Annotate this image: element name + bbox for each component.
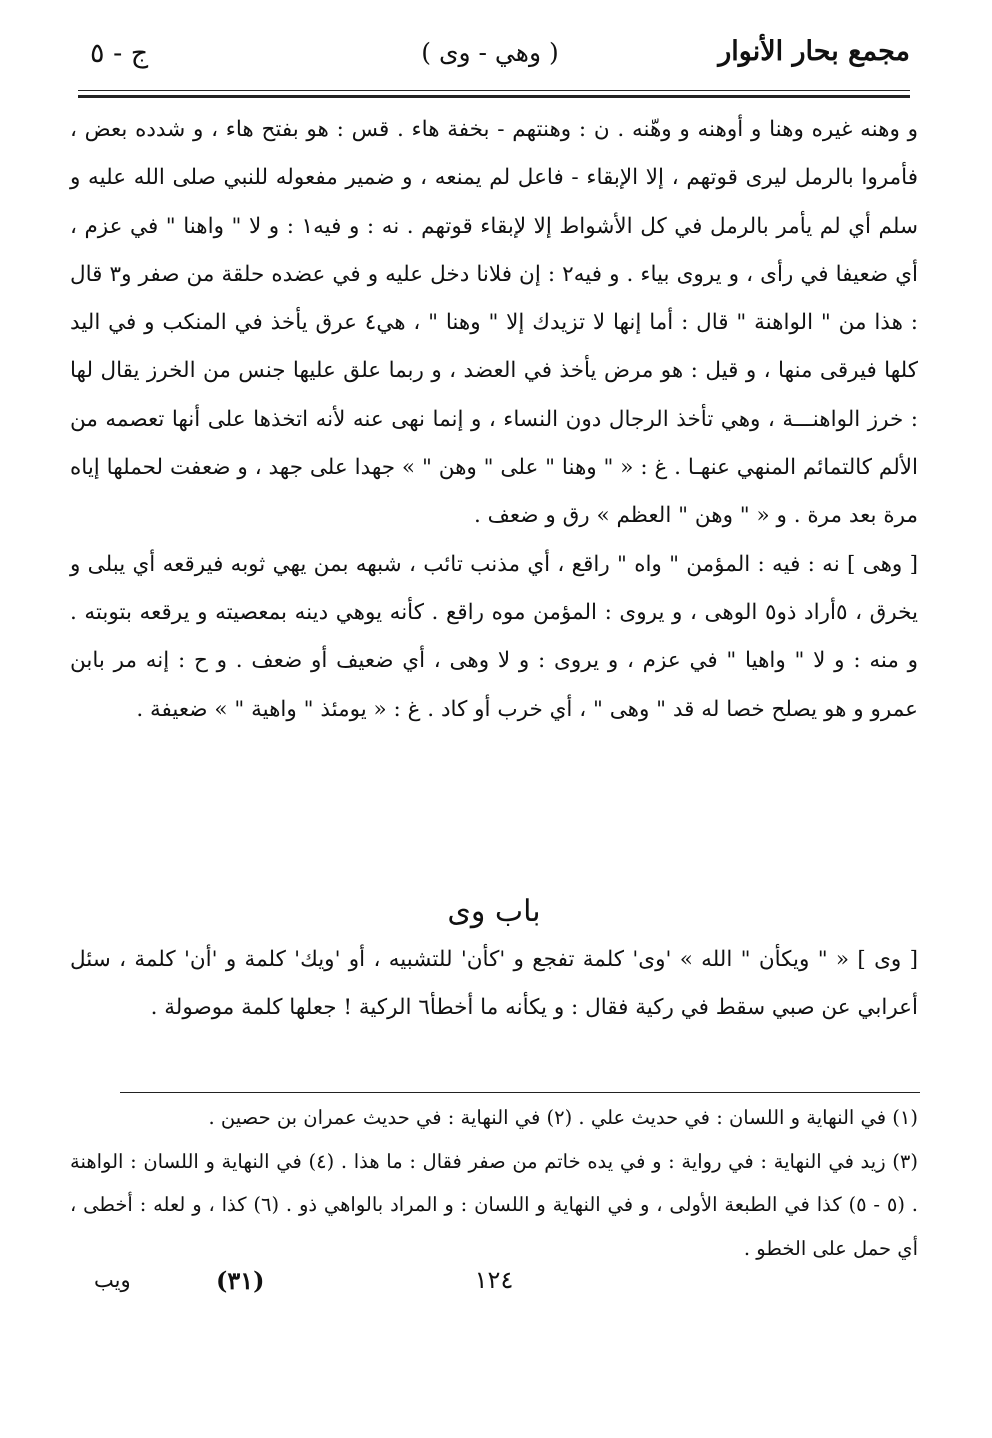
header-rule-thin [78,90,910,91]
running-header [70,34,910,84]
volume-label: ج - ٥ [90,38,149,69]
section-title: باب وى [447,894,541,929]
entry-range-label: ( وهي - وى ) [421,38,559,67]
header-rule-thick [78,95,910,98]
signature-number: (٣١) [216,1266,265,1295]
section-text [70,936,918,1033]
book-title: مجمع بحار الأنوار [718,36,910,67]
footnote-line: (٣) زيد في النهاية : في رواية : و في يده خاتم من صفر فقال : ما هذا . (٤) في النهاية و اللسان : الواهنة . (٥ - ٥) كذا في الطبعة الأولى ، و في النهاية و اللسان : و المراد بالواهي ذو . (٦) كذا ، و لعله : أخطى ، أي حمل على الخطو . [70,1149,918,1260]
footnote-line: (١) في النهاية و اللسان : في حديث علي . (٢) في النهاية : في حديث عمران بن حصين . [208,1106,918,1129]
paragraph-way: [ وى ] « " ويكأن " الله » 'وى' كلمة تفجع و 'كأن' للتشبيه ، أو 'ويك' كلمة و 'أن' كلمة ، سئل أعرابي عن صبي سقط في ركية فقال : و يكأنه ما أخطأ٦ الركية ! جعلها كلمة موصولة . [70,947,918,1021]
page-footer [70,1268,918,1308]
page-number: ١٢٤ [474,1266,514,1294]
footnotes [70,1096,918,1270]
catchword: ويب [94,1268,131,1292]
footnote-rule [120,1092,920,1093]
main-text [70,106,918,734]
paragraph-wahy: [ وهى ] نه : فيه : المؤمن " واه " راقع ، أي مذنب تائب ، شبهه بمن يهي ثوبه فيرقعه أي يبلى و يخرق ، ٥أراد ذو٥ الوهى ، و يروى : المؤمن موه راقع . كأنه يوهي دينه بمعصيته و يرقعه بتوبته . و منه : و لا " واهيا " في عزم ، و يروى : و لا وهى ، أي ضعيف أو ضعف . و ح : إنه مر بابن عمرو و هو يصلح خصا له قد " وهى " ، أي خرب أو كاد . غ : « يومئذ " واهية " » ضعيفة . [70,551,919,722]
paragraph-wahn: و وهنه غيره وهنا و أوهنه و وهّنه . ن : وهنتهم - بخفة هاء . قس : هو بفتح هاء ، و شدده بعض ، فأمروا بالرمل ليرى قوتهم ، إلا الإبقاء - فاعل لم يمنعه ، و ضمير مفعوله للنبي صلى الله عليه و سلم أي لم يأمر بالرمل في كل الأشواط إلا لإبقاء قوتهم . نه : و فيه١ : و لا " واهنا " في عزم ، أي ضعيفا في رأى ، و يروى بياء . و فيه٢ : إن فلانا دخل عليه و في عضده حلقة من صفر و٣ قال : هذا من " الواهنة " قال : أما إنها لا تزيدك إلا " وهنا " ، هي٤ عرق يأخذ في المنكب و في اليد كلها فيرقى منها ، و قيل : هو مرض يأخذ في العضد ، و ربما علق عليها جنس من الخرز يقال لها : خرز الواهنـــة ، وهي تأخذ الرجال دون النساء ، و إنما نهى عنه لأنه اتخذها على أنها تعصمه من الألم كالتمائم المنهي عنهـا . غ : « " وهنا " على " وهن " » جهدا على جهد ، و ضعفت لحملها إياه مرة بعد مرة . و « " وهن " العظم » رق و ضعف . [70,117,919,529]
